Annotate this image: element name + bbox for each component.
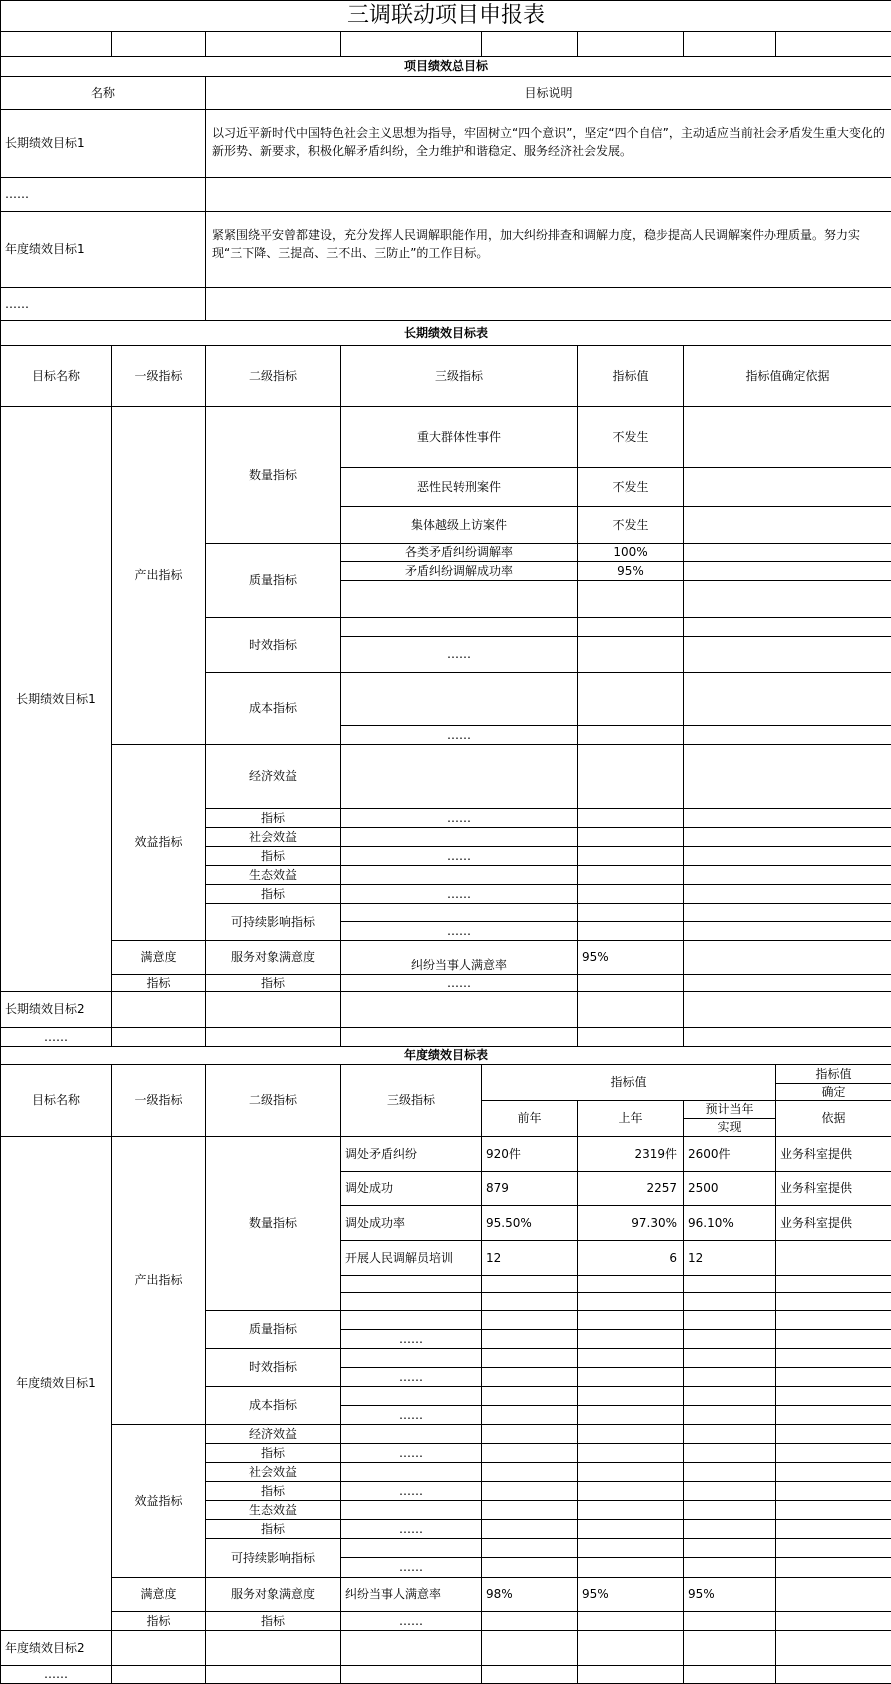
grid-cell — [683, 1027, 891, 1047]
annual-cost: 成本指标 — [205, 1386, 341, 1425]
grid-cell — [577, 672, 684, 726]
grid-cell — [683, 1424, 776, 1444]
grid-cell — [340, 1424, 482, 1444]
header-level3: 三级指标 — [340, 1064, 482, 1137]
grid-cell — [577, 846, 684, 866]
grid-cell — [340, 580, 578, 618]
long-indicator: 指标 — [205, 846, 341, 866]
grid-cell — [481, 1519, 578, 1539]
grid-cell — [481, 31, 578, 57]
grid-cell — [775, 1348, 891, 1368]
grid-cell — [683, 827, 891, 847]
long-service-satisfaction: 服务对象满意度 — [205, 940, 341, 975]
header-last: 上年 — [577, 1100, 684, 1137]
ellipsis: …… — [340, 1405, 482, 1425]
annual-sat-item: 纠纷当事人满意率 — [340, 1577, 482, 1612]
grid-cell — [577, 1462, 684, 1482]
grid-cell — [683, 846, 891, 866]
grid-cell — [205, 991, 341, 1028]
header-value: 指标值 — [481, 1064, 776, 1101]
grid-cell — [683, 467, 891, 507]
annual-expected: 2600件 — [683, 1136, 776, 1172]
grid-cell — [683, 1557, 776, 1578]
grid-cell — [775, 1329, 891, 1349]
overall-row-name: 年度绩效目标1 — [0, 211, 206, 288]
grid-cell — [577, 974, 684, 992]
grid-cell — [683, 1405, 776, 1425]
grid-cell — [481, 1310, 578, 1330]
grid-cell — [577, 903, 684, 922]
header-level2: 二级指标 — [205, 1064, 341, 1137]
grid-cell — [775, 1462, 891, 1482]
ellipsis: …… — [0, 1665, 112, 1684]
overall-row-desc — [205, 177, 891, 212]
grid-cell — [683, 991, 891, 1028]
grid-cell — [683, 1538, 776, 1558]
long-value: 不发生 — [577, 467, 684, 507]
grid-cell — [205, 1665, 341, 1684]
grid-cell — [481, 1329, 578, 1349]
grid-cell — [577, 1275, 684, 1293]
grid-cell — [340, 1665, 482, 1684]
annual-prev: 95.50% — [481, 1205, 578, 1241]
grid-cell — [577, 1519, 684, 1539]
grid-cell — [683, 725, 891, 745]
grid-cell — [577, 921, 684, 941]
grid-cell — [683, 808, 891, 828]
annual-economic: 经济效益 — [205, 1424, 341, 1444]
annual-level3-item: 调处矛盾纠纷 — [340, 1136, 482, 1172]
overall-row-name: …… — [0, 177, 206, 212]
grid-cell — [577, 725, 684, 745]
grid-cell — [683, 1310, 776, 1330]
grid-cell — [683, 1611, 776, 1631]
annual-quality: 质量指标 — [205, 1310, 341, 1349]
grid-cell — [340, 865, 578, 885]
ellipsis: …… — [0, 1027, 112, 1047]
grid-cell — [577, 1292, 684, 1311]
grid-cell — [683, 921, 891, 941]
long-value: 95% — [577, 561, 684, 581]
long-sat-value: 95% — [577, 940, 684, 975]
header-basis-1: 指标值 — [775, 1064, 891, 1084]
header-desc: 目标说明 — [205, 76, 891, 110]
annual-indicator: 指标 — [205, 1443, 341, 1463]
long-level3-item: 集体越级上访案件 — [340, 506, 578, 544]
ellipsis: …… — [340, 884, 578, 904]
annual-basis: 业务科室提供 — [775, 1205, 891, 1241]
header-basis: 指标值确定依据 — [683, 345, 891, 407]
long-goal-2: 长期绩效目标2 — [0, 991, 112, 1028]
grid-cell — [683, 1462, 776, 1482]
grid-cell — [111, 1665, 206, 1684]
grid-cell — [577, 1386, 684, 1406]
grid-cell — [775, 1500, 891, 1520]
header-level3: 三级指标 — [340, 345, 578, 407]
annual-goal-1: 年度绩效目标1 — [0, 1136, 112, 1631]
grid-cell — [340, 991, 578, 1028]
grid-cell — [111, 1630, 206, 1666]
long-value: 100% — [577, 543, 684, 562]
long-satisfaction-indicator: 指标 — [111, 974, 206, 992]
grid-cell — [683, 974, 891, 992]
header-value: 指标值 — [577, 345, 684, 407]
annual-indicator: 指标 — [205, 1611, 341, 1631]
grid-cell — [577, 865, 684, 885]
grid-cell — [111, 31, 206, 57]
grid-cell — [683, 1630, 776, 1666]
grid-cell — [577, 1500, 684, 1520]
grid-cell — [683, 1519, 776, 1539]
ellipsis: …… — [340, 1557, 482, 1578]
annual-service-satisfaction: 服务对象满意度 — [205, 1577, 341, 1612]
grid-cell — [481, 1500, 578, 1520]
grid-cell — [340, 1386, 482, 1406]
grid-cell — [481, 1443, 578, 1463]
grid-cell — [481, 1611, 578, 1631]
grid-cell — [577, 1538, 684, 1558]
long-output: 产出指标 — [111, 406, 206, 745]
annual-last: 97.30% — [577, 1205, 684, 1241]
annual-satisfaction-indicator: 指标 — [111, 1611, 206, 1631]
header-basis-3: 依据 — [775, 1100, 891, 1137]
long-sustainable: 可持续影响指标 — [205, 903, 341, 941]
grid-cell — [683, 744, 891, 809]
overall-row-name: 长期绩效目标1 — [0, 109, 206, 178]
grid-cell — [205, 1027, 341, 1047]
annual-prev: 879 — [481, 1171, 578, 1206]
grid-cell — [340, 1500, 482, 1520]
grid-cell — [577, 1367, 684, 1387]
long-level3-item: 重大群体性事件 — [340, 406, 578, 468]
annual-timeliness: 时效指标 — [205, 1348, 341, 1387]
grid-cell — [577, 1310, 684, 1330]
grid-cell — [340, 1310, 482, 1330]
grid-cell — [683, 903, 891, 922]
annual-indicator: 指标 — [205, 1481, 341, 1501]
grid-cell — [775, 1405, 891, 1425]
annual-last: 2257 — [577, 1171, 684, 1206]
grid-cell — [683, 1481, 776, 1501]
grid-cell — [577, 808, 684, 828]
grid-cell — [577, 1027, 684, 1047]
grid-cell — [481, 1665, 578, 1684]
header-level2: 二级指标 — [205, 345, 341, 407]
grid-cell — [775, 1310, 891, 1330]
annual-social: 社会效益 — [205, 1462, 341, 1482]
grid-cell — [577, 1665, 684, 1684]
header-expected-2: 实现 — [683, 1118, 776, 1137]
ellipsis: …… — [340, 1329, 482, 1349]
annual-basis — [775, 1240, 891, 1276]
annual-satisfaction: 满意度 — [111, 1577, 206, 1612]
grid-cell — [481, 1348, 578, 1368]
header-level1: 一级指标 — [111, 1064, 206, 1137]
annual-basis: 业务科室提供 — [775, 1136, 891, 1172]
annual-ecological: 生态效益 — [205, 1500, 341, 1520]
annual-indicator: 指标 — [205, 1519, 341, 1539]
header-level1: 一级指标 — [111, 345, 206, 407]
grid-cell — [683, 1500, 776, 1520]
section-title-overall: 项目绩效总目标 — [0, 56, 891, 77]
grid-cell — [111, 1027, 206, 1047]
grid-cell — [0, 31, 112, 57]
grid-cell — [577, 1405, 684, 1425]
grid-cell — [683, 1665, 776, 1684]
header-goal-name: 目标名称 — [0, 345, 112, 407]
ellipsis: …… — [340, 1611, 482, 1631]
grid-cell — [683, 1348, 776, 1368]
ellipsis: …… — [340, 974, 578, 992]
grid-cell — [340, 1027, 578, 1047]
long-indicator: 指标 — [205, 808, 341, 828]
long-economic: 经济效益 — [205, 744, 341, 809]
grid-cell — [683, 543, 891, 562]
grid-cell — [577, 1424, 684, 1444]
grid-cell — [577, 1630, 684, 1666]
grid-cell — [340, 903, 578, 922]
ellipsis: …… — [340, 725, 578, 745]
grid-cell — [775, 1557, 891, 1578]
long-goal-1: 长期绩效目标1 — [0, 406, 112, 992]
grid-cell — [481, 1367, 578, 1387]
annual-sat-expected: 95% — [683, 1577, 776, 1612]
header-expected-1: 预计当年 — [683, 1100, 776, 1119]
annual-expected: 96.10% — [683, 1205, 776, 1241]
annual-sustainable: 可持续影响指标 — [205, 1538, 341, 1578]
grid-cell — [481, 1481, 578, 1501]
grid-cell — [577, 1443, 684, 1463]
grid-cell — [340, 1292, 482, 1311]
grid-cell — [340, 1630, 482, 1666]
long-social: 社会效益 — [205, 827, 341, 847]
grid-cell — [340, 672, 578, 726]
grid-cell — [683, 1443, 776, 1463]
grid-cell — [481, 1405, 578, 1425]
grid-cell — [775, 31, 891, 57]
grid-cell — [683, 672, 891, 726]
grid-cell — [775, 1292, 891, 1311]
overall-row-desc: 以习近平新时代中国特色社会主义思想为指导，牢固树立“四个意识”，坚定“四个自信”，主动适应当前社会矛盾发生重大变化的新形势、新要求，积极化解矛盾纠纷，全力维护和谐稳定、服务经济社会发展。 — [205, 109, 891, 178]
grid-cell — [340, 1538, 482, 1558]
long-value: 不发生 — [577, 506, 684, 544]
annual-prev: 920件 — [481, 1136, 578, 1172]
annual-level3-item: 开展人民调解员培训 — [340, 1240, 482, 1276]
grid-cell — [577, 991, 684, 1028]
long-benefit: 效益指标 — [111, 744, 206, 941]
grid-cell — [577, 884, 684, 904]
grid-cell — [577, 827, 684, 847]
grid-cell — [775, 1443, 891, 1463]
grid-cell — [577, 744, 684, 809]
grid-cell — [683, 1292, 776, 1311]
grid-cell — [205, 31, 341, 57]
grid-cell — [577, 1481, 684, 1501]
grid-cell — [577, 636, 684, 673]
long-value: 不发生 — [577, 406, 684, 468]
grid-cell — [683, 561, 891, 581]
annual-sat-last: 95% — [577, 1577, 684, 1612]
long-indicator: 指标 — [205, 974, 341, 992]
overall-row-name: …… — [0, 287, 206, 321]
grid-cell — [683, 865, 891, 885]
ellipsis: …… — [340, 636, 578, 673]
annual-benefit: 效益指标 — [111, 1424, 206, 1578]
grid-cell — [481, 1557, 578, 1578]
annual-level3-item: 调处成功 — [340, 1171, 482, 1206]
ellipsis: …… — [340, 1443, 482, 1463]
overall-row-desc — [205, 287, 891, 321]
grid-cell — [683, 506, 891, 544]
ellipsis: …… — [340, 921, 578, 941]
grid-cell — [340, 31, 482, 57]
annual-prev: 12 — [481, 1240, 578, 1276]
grid-cell — [683, 617, 891, 637]
grid-cell — [577, 1348, 684, 1368]
grid-cell — [775, 1367, 891, 1387]
long-cost: 成本指标 — [205, 672, 341, 745]
annual-level3-item: 调处成功率 — [340, 1205, 482, 1241]
grid-cell — [577, 1557, 684, 1578]
grid-cell — [340, 1275, 482, 1293]
grid-cell — [577, 617, 684, 637]
grid-cell — [577, 1611, 684, 1631]
grid-cell — [683, 1329, 776, 1349]
header-basis-2: 确定 — [775, 1083, 891, 1101]
grid-cell — [683, 636, 891, 673]
grid-cell — [481, 1424, 578, 1444]
grid-cell — [481, 1275, 578, 1293]
grid-cell — [775, 1519, 891, 1539]
ellipsis: …… — [340, 846, 578, 866]
grid-cell — [683, 884, 891, 904]
section-title-long: 长期绩效目标表 — [0, 320, 891, 346]
ellipsis: …… — [340, 808, 578, 828]
grid-cell — [481, 1630, 578, 1666]
ellipsis: …… — [340, 1519, 482, 1539]
long-ecological: 生态效益 — [205, 865, 341, 885]
ellipsis: …… — [340, 1367, 482, 1387]
grid-cell — [577, 1329, 684, 1349]
ellipsis: …… — [340, 1481, 482, 1501]
grid-cell — [683, 940, 891, 975]
long-satisfaction: 满意度 — [111, 940, 206, 975]
header-prev: 前年 — [481, 1100, 578, 1137]
annual-sat-prev: 98% — [481, 1577, 578, 1612]
long-quantity: 数量指标 — [205, 406, 341, 544]
grid-cell — [340, 1462, 482, 1482]
grid-cell — [775, 1538, 891, 1558]
annual-expected: 2500 — [683, 1171, 776, 1206]
grid-cell — [683, 1367, 776, 1387]
annual-expected: 12 — [683, 1240, 776, 1276]
grid-cell — [340, 617, 578, 637]
grid-cell — [481, 1538, 578, 1558]
page-title: 三调联动项目申报表 — [0, 0, 891, 32]
long-timeliness: 时效指标 — [205, 617, 341, 673]
grid-cell — [111, 991, 206, 1028]
grid-cell — [775, 1386, 891, 1406]
grid-cell — [683, 580, 891, 618]
annual-quantity: 数量指标 — [205, 1136, 341, 1311]
grid-cell — [775, 1424, 891, 1444]
long-indicator: 指标 — [205, 884, 341, 904]
annual-basis: 业务科室提供 — [775, 1171, 891, 1206]
grid-cell — [775, 1577, 891, 1612]
grid-cell — [775, 1665, 891, 1684]
grid-cell — [481, 1462, 578, 1482]
grid-cell — [683, 1275, 776, 1293]
annual-last: 6 — [577, 1240, 684, 1276]
header-name: 名称 — [0, 76, 206, 110]
grid-cell — [340, 1348, 482, 1368]
grid-cell — [577, 31, 684, 57]
long-level3-item: 各类矛盾纠纷调解率 — [340, 543, 578, 562]
grid-cell — [577, 580, 684, 618]
grid-cell — [775, 1611, 891, 1631]
grid-cell — [205, 1630, 341, 1666]
annual-goal-2: 年度绩效目标2 — [0, 1630, 112, 1666]
grid-cell — [481, 1386, 578, 1406]
section-title-annual: 年度绩效目标表 — [0, 1046, 891, 1065]
grid-cell — [775, 1481, 891, 1501]
annual-last: 2319件 — [577, 1136, 684, 1172]
grid-cell — [775, 1630, 891, 1666]
long-sat-item: 纠纷当事人满意率 — [340, 940, 578, 975]
grid-cell — [683, 1386, 776, 1406]
header-goal-name: 目标名称 — [0, 1064, 112, 1137]
grid-cell — [683, 406, 891, 468]
overall-row-desc: 紧紧围绕平安曾都建设，充分发挥人民调解职能作用，加大纠纷排查和调解力度，稳步提高人民调解案件办理质量。努力实现“三下降、三提高、三不出、三防止”的工作目标。 — [205, 211, 891, 288]
long-level3-item: 矛盾纠纷调解成功率 — [340, 561, 578, 581]
grid-cell — [481, 1292, 578, 1311]
grid-cell — [340, 827, 578, 847]
annual-output: 产出指标 — [111, 1136, 206, 1425]
grid-cell — [683, 31, 776, 57]
long-level3-item: 恶性民转刑案件 — [340, 467, 578, 507]
grid-cell — [340, 744, 578, 809]
grid-cell — [775, 1275, 891, 1293]
long-quality: 质量指标 — [205, 543, 341, 618]
